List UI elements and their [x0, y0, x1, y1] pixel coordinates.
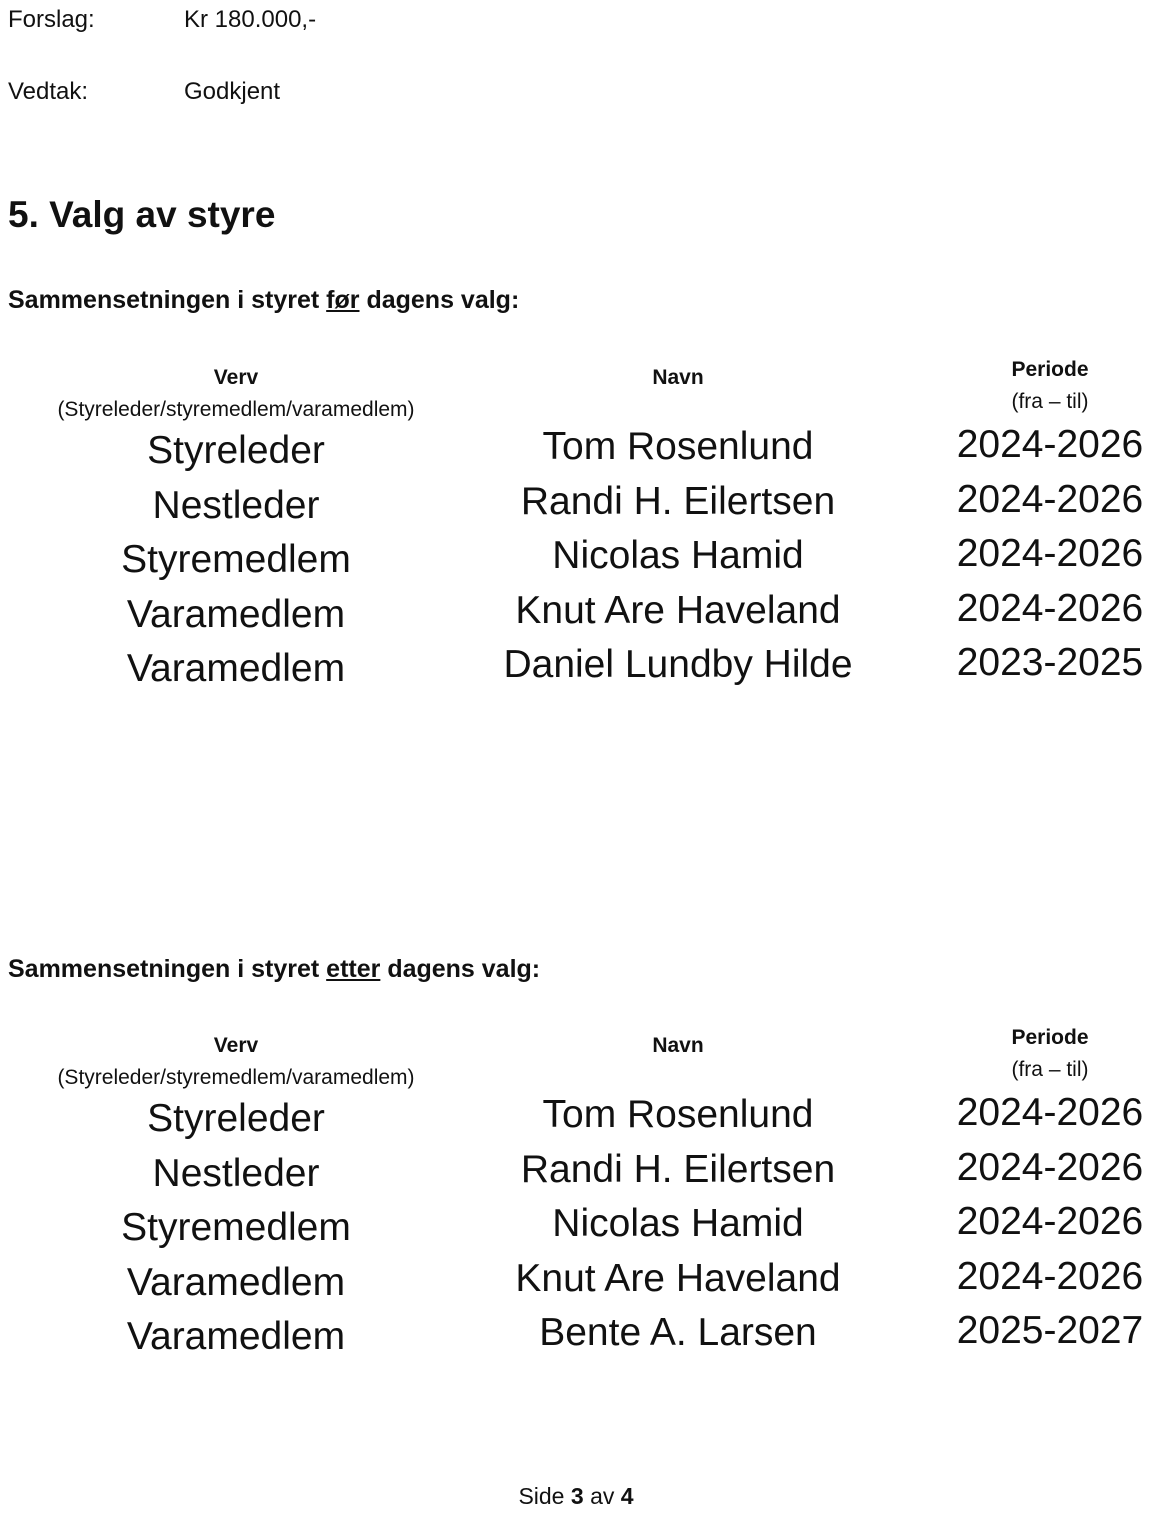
periode-cell: 2024-2026: [956, 1091, 1144, 1134]
periode-cell: 2024-2026: [956, 1145, 1144, 1189]
forslag-label: Forslag:: [8, 6, 95, 33]
before-caption-suffix: dagens valg:: [366, 286, 520, 314]
before-rows: [0, 424, 1152, 697]
before-header-periode-sub: (fra – til): [1011, 390, 1089, 413]
table-row: [0, 1201, 1152, 1256]
periode-cell: 2024-2026: [956, 423, 1144, 466]
vedtak-label: Vedtak:: [8, 78, 89, 105]
periode-cell: 2025-2027: [956, 1309, 1144, 1352]
after-header-periode-label: Periode: [1011, 1026, 1089, 1049]
table-row: [0, 588, 1152, 643]
verv-cell: Varamedlem: [126, 647, 346, 690]
navn-cell: Tom Rosenlund: [542, 1093, 814, 1136]
table-row: [0, 1310, 1152, 1365]
before-header-navn-label: Navn: [652, 366, 704, 389]
footer-side-label: Side: [518, 1483, 565, 1509]
periode-cell: 2024-2026: [956, 1254, 1144, 1298]
before-caption-prefix: Sammensetningen i styret: [8, 286, 320, 314]
after-rows: [0, 1092, 1152, 1365]
vedtak-row: [8, 78, 280, 106]
after-header-periode-sub: (fra – til): [1011, 1058, 1089, 1081]
before-header-periode-label: Periode: [1011, 358, 1089, 381]
navn-cell: Knut Are Haveland: [515, 1256, 841, 1300]
after-header-verv-label: Verv: [213, 1034, 259, 1057]
footer-of-label: av: [590, 1483, 615, 1509]
vedtak-value: Godkjent: [184, 78, 281, 105]
periode-cell: 2024-2026: [956, 1200, 1144, 1243]
periode-cell: 2024-2026: [956, 532, 1144, 575]
verv-cell: Varamedlem: [126, 1260, 346, 1304]
table-row: [0, 1256, 1152, 1311]
verv-cell: Styremedlem: [121, 1206, 351, 1249]
navn-cell: Nicolas Hamid: [552, 534, 804, 577]
periode-cell: 2023-2025: [956, 641, 1144, 684]
after-header-navn-label: Navn: [652, 1034, 704, 1057]
verv-cell: Styreleder: [147, 429, 325, 472]
after-caption-keyword: etter: [326, 955, 381, 983]
navn-cell: Knut Are Haveland: [515, 588, 841, 632]
before-header-verv-label: Verv: [213, 366, 259, 389]
periode-cell: 2024-2026: [956, 586, 1144, 630]
table-row: [0, 1092, 1152, 1147]
before-header-periode: [940, 354, 1152, 418]
navn-cell: Bente A. Larsen: [539, 1311, 817, 1354]
after-header-verv: [0, 1030, 472, 1094]
footer-current-page: 3: [570, 1483, 584, 1509]
after-table-caption: [8, 955, 540, 984]
before-caption-keyword: før: [326, 286, 360, 314]
table-row: [0, 533, 1152, 588]
before-header-verv: [0, 362, 472, 426]
forslag-row: [8, 6, 316, 34]
forslag-value: Kr 180.000,-: [184, 6, 317, 33]
navn-cell: Daniel Lundby Hilde: [503, 643, 853, 686]
after-header-verv-sub: (Styreleder/styremedlem/varamedlem): [57, 1066, 415, 1089]
after-header-navn: [478, 1030, 878, 1062]
page-footer: [0, 1483, 1152, 1510]
navn-cell: Randi H. Eilertsen: [520, 479, 836, 523]
footer-total-pages: 4: [620, 1483, 634, 1509]
verv-cell: Varamedlem: [126, 1315, 346, 1358]
section-title: 5. Valg av styre: [8, 194, 276, 235]
table-row: [0, 479, 1152, 534]
after-caption-suffix: dagens valg:: [387, 955, 541, 983]
after-header-periode: [940, 1022, 1152, 1086]
navn-cell: Nicolas Hamid: [552, 1202, 804, 1245]
verv-cell: Nestleder: [152, 1151, 320, 1195]
periode-cell: 2024-2026: [956, 477, 1144, 521]
table-row: [0, 1147, 1152, 1202]
verv-cell: Styreleder: [147, 1097, 325, 1140]
before-header-navn: [478, 362, 878, 394]
verv-cell: Styremedlem: [121, 538, 351, 581]
before-table-caption: [8, 286, 519, 315]
before-header-verv-sub: (Styreleder/styremedlem/varamedlem): [57, 398, 415, 421]
verv-cell: Nestleder: [152, 483, 320, 527]
navn-cell: Tom Rosenlund: [542, 425, 814, 468]
after-caption-prefix: Sammensetningen i styret: [8, 955, 320, 983]
table-row: [0, 424, 1152, 479]
table-row: [0, 642, 1152, 697]
navn-cell: Randi H. Eilertsen: [520, 1147, 836, 1191]
verv-cell: Varamedlem: [126, 592, 346, 636]
